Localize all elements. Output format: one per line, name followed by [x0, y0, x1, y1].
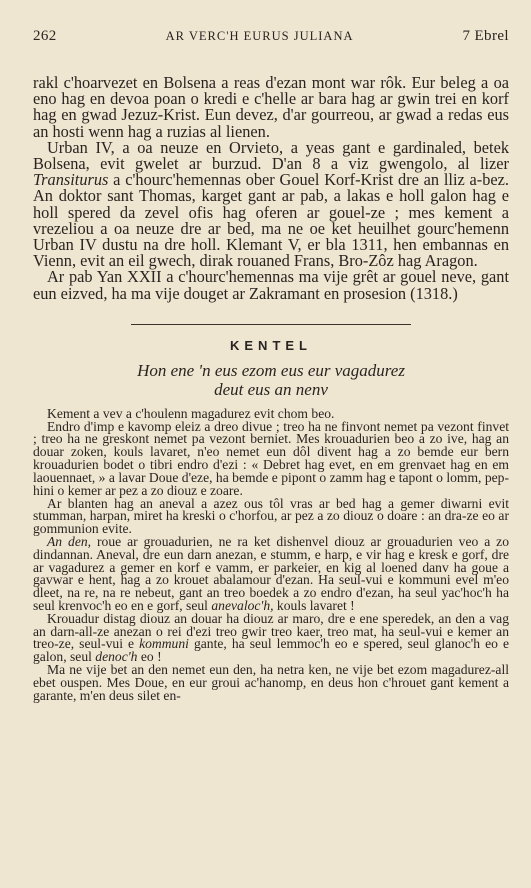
- main-text: [33, 75, 509, 302]
- paragraph-yan-xxii: Ar pab Yan XXII a c'hourc'hemennas ma vije grêt ar gouel neve, gant eun eizved, ha ma vije douget ar Zakramant en prosesion (1318.): [33, 267, 509, 303]
- lesson-paragraph: [33, 533, 509, 614]
- paragraph-text: a c'hourc'hemennas ober Gouel Korf-Krist dre an lliz a-bez. An doktor sant Thomas, karget gant ar pab, a lakas e holl galon hag e holl spered da zevel ofis hag oferen ar gouel-ze ; mes kement a vrezeliou a oa neuze dre ar bed, ma ne oe ket heuilhet gourc'hemenn Urban IV dustu na dre holl. Klemant V, er bla 1311, hen embannas en Vienn, evit an eil gwech, dirak rouaned Frans, Bro-Zôz hag Aragon.: [33, 170, 509, 271]
- section-title-line1: Hon ene 'n eus ezom eus eur vagadurez: [137, 360, 405, 380]
- paragraph-text: Urban IV, a oa neuze en Orvieto, a yeas gant e gardinaled, betek Bolsena, evit gwelet ar burzud. D'an 8 a viz gwengolo, al lizer: [33, 137, 509, 174]
- paragraph-text: kouls lavaret !: [273, 598, 355, 614]
- header-date: 7 Ebrel: [462, 28, 509, 44]
- lesson-paragraph: Endro d'imp e kavomp eleiz a dreo divue ; treo ha ne finvont nemet pa vezont finvet ; treo ha ne greskont nemet pa vezont berniet. Mes krouadurien beo a zo ive, hag an douar zoken, kouls lavaret, n'eo nemet eun dôl divent hag a zo bemde eur bern krouadurien bodet o tibri endro d'ezi : « Debret hag evet, en em grenvaet hag en em laouennaet, » a lavar Doue d'eze, ha bemde e pipont o zamm hag e tapont o lomm, pep-hini o kemer ar pez a zo diouz e zoare.: [33, 418, 509, 498]
- lesson-text: [33, 405, 509, 703]
- italic-phrase: An den,: [47, 533, 92, 549]
- lesson-paragraph: [33, 610, 509, 665]
- lesson-paragraph: Ma ne vije bet an den nemet eun den, ha netra ken, ne vije bet ezom magadurez-all ebet ouspen. Mes Doue, en eur groui ac'hanomp, en deus hon c'hrouet gant kement a garante, m'en deus silet en-: [33, 662, 509, 703]
- paragraph-text: roue ar grouadurien, ne ra ket dishenvel diouz ar grouadurien veo a zo dindannan. Aneval, dre eun darn anezan, e stumm, e harp, e vir hag e kresk e gorf, dre ar vagadurez a gemer en korf e vamm, er parkeier, en kig al loened danv ha goue a gavwar e hent, hag a zo krouet abalamour d'ezan. Ha seul-vui e kommuni evel m'eo dleet, na re, na re nebeut, gant an treo boedek a zo endro d'ezan, ha seul yac'hoc'h ha seul krenvoc'h eo en e gorf, seul: [33, 533, 509, 614]
- lesson-paragraph: Kement a vev a c'houlenn magadurez evit chom beo.: [47, 405, 335, 421]
- paragraph-continuation: rakl c'hoarvezet en Bolsena a reas d'ezan mont war rôk. Eur beleg a oa eno hag en devoa poan o kredi e c'helle ar bara hag ar gwin trei en korf hag en gwad Jezuz-Krist. Eun devez, d'ar gourreou, ar gwad a redas eus an hosti wenn hag a ruzias al lienen.: [33, 73, 509, 141]
- page-header: [33, 28, 509, 45]
- running-title: AR VERC'H EURUS JULIANA: [165, 29, 354, 43]
- italic-phrase: kommuni: [139, 636, 189, 652]
- paragraph-text: Krouadur distag diouz an douar ha diouz ar maro, dre e ene speredek, an den a vag an darn-all-ze anezan o rei d'ezi treo gwir treo kaer, treo mat, ha seul-vui e kemer an treo-ze, seul-vui e: [33, 610, 509, 652]
- italic-phrase: anevaloc'h,: [211, 598, 274, 614]
- paragraph-text: eo !: [137, 649, 162, 665]
- section-heading: KENTEL: [230, 337, 312, 353]
- section-divider: [131, 324, 411, 325]
- page-number: 262: [33, 28, 57, 44]
- paragraph-urban-iv: [33, 137, 509, 271]
- lesson-paragraph: Ar blanten hag an aneval a azez ous tôl vras ar bed hag a gemer diwarni evit stumman, harpan, miret ha kreski o c'horfou, ar pez a zo diouz o doare : an dra-ze eo ar gommunion evite.: [33, 495, 509, 537]
- document-title-italic: Transiturus: [33, 170, 109, 190]
- paragraph-text: gante, ha seul lemmoc'h eo e spered, seul glanoc'h eo e galon, seul: [33, 636, 509, 665]
- section-title-line2: deut eus an nenv: [214, 380, 328, 400]
- italic-phrase: denoc'h: [95, 649, 138, 665]
